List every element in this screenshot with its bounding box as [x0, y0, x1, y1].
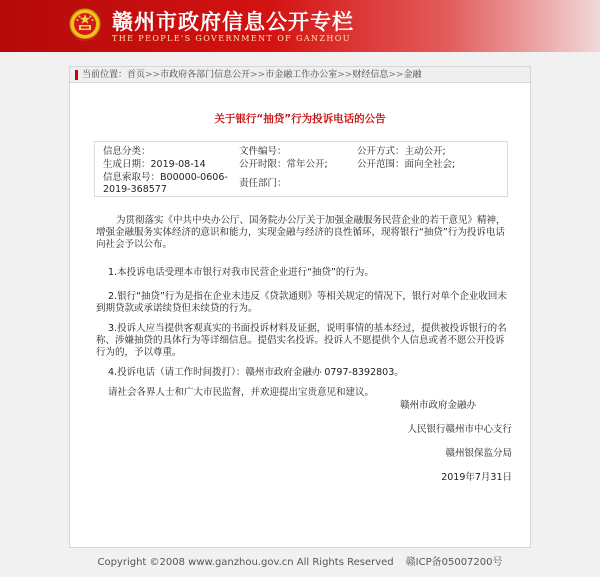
- signature-finance-office: 赣州市政府金融办: [399, 400, 476, 411]
- meta-method-label: 公开方式：: [357, 146, 405, 157]
- meta-scope-label: 公开范围：: [357, 159, 405, 170]
- breadcrumb-separator: >>: [250, 70, 266, 80]
- meta-period-value: 常年公开;: [286, 159, 328, 170]
- meta-method-value: 主动公开;: [404, 146, 446, 157]
- meta-dept: [239, 178, 287, 190]
- body-paragraph-closing: 请社会各界人士和广大市民监督，并欢迎提出宝贵意见和建议。: [108, 387, 375, 398]
- site-footer: [0, 553, 600, 568]
- breadcrumb-item-departments[interactable]: 市政府各部门信息公开: [160, 70, 251, 80]
- body-paragraph-4: 4.投诉电话（请工作时间拨打）：赣州市政府金融办 0797-8392803。: [108, 367, 404, 378]
- breadcrumb-separator: >>: [145, 70, 161, 80]
- meta-period: [239, 159, 328, 171]
- signature-date: 2019年7月31日: [441, 472, 512, 483]
- breadcrumb: [70, 67, 530, 83]
- body-paragraph-3: 3.投诉人应当提供客观真实的书面投诉材料及证据，说明事情的基本经过，提供被投诉银行的名称、涉嫌抽贷的具体行为等详细信息。提倡实名投诉。投诉人不愿提供个人信息或者不愿公开投诉行为的，予以尊重。: [96, 323, 507, 358]
- body-paragraph-1: 1.本投诉电话受理本市银行对我市民营企业进行“抽贷”的行为。: [108, 267, 374, 278]
- breadcrumb-separator: >>: [388, 70, 404, 80]
- meta-scope: [357, 159, 455, 171]
- breadcrumb-item-finance-info[interactable]: 财经信息: [352, 70, 389, 80]
- meta-date-label: 生成日期：: [103, 159, 151, 170]
- footer-copyright: Copyright ©2008 www.ganzhou.gov.cn All Rights Reserved: [97, 557, 394, 568]
- body-paragraph-intro: 为贯彻落实《中共中央办公厅、国务院办公厅关于加强金融服务民营企业的若干意见》精神，增强金融服务实体经济的意识和能力，实现金融与经济的良性循环，现将银行“抽贷”行为投诉电话向社会予以公布。: [96, 215, 506, 250]
- meta-date: [103, 159, 206, 171]
- body-paragraph-2: 2.银行“抽贷”行为是指在企业未违反《贷款通则》等相关规定的情况下，银行对单个企业收回未到期贷款或承诺续贷但未续贷的行为。: [96, 291, 507, 314]
- signature-pboc-branch: 人民银行赣州市中心支行: [407, 424, 512, 435]
- info-meta-table: [94, 141, 508, 197]
- breadcrumb-label: 当前位置：: [82, 70, 128, 80]
- meta-index-label: 信息索取号：: [103, 172, 161, 183]
- meta-docno: [239, 146, 287, 158]
- breadcrumb-marker: [75, 70, 78, 80]
- meta-method: [357, 146, 446, 158]
- signature-cbirc-branch: 赣州银保监分局: [445, 448, 512, 459]
- site-subtitle: THE PEOPLE'S GOVERNMENT OF GANZHOU: [112, 34, 351, 43]
- national-emblem-icon: [68, 7, 102, 43]
- document-title: 关于银行“抽贷”行为投诉电话的公告: [214, 113, 386, 125]
- meta-scope-value: 面向全社会;: [404, 159, 456, 170]
- breadcrumb-item-finance[interactable]: 金融: [403, 70, 422, 80]
- footer-icp-link[interactable]: 赣ICP备05007200号: [405, 557, 503, 568]
- meta-period-label: 公开时限：: [239, 159, 287, 170]
- breadcrumb-item-finance-office[interactable]: 市金融工作办公室: [265, 70, 338, 80]
- breadcrumb-separator: >>: [337, 70, 353, 80]
- meta-index: [103, 172, 229, 196]
- breadcrumb-item-home[interactable]: 首页: [127, 70, 146, 80]
- site-header: [0, 0, 600, 52]
- meta-date-value: 2019-08-14: [150, 159, 206, 170]
- meta-docno-label: 文件编号：: [239, 146, 287, 157]
- content-panel: [69, 66, 531, 548]
- meta-category-label: 信息分类：: [103, 146, 151, 157]
- meta-category: [103, 146, 151, 158]
- site-title: 赣州市政府信息公开专栏: [112, 9, 354, 34]
- meta-index-value: B00000-0606-2019-368577: [103, 172, 228, 195]
- meta-dept-label: 责任部门：: [239, 178, 287, 189]
